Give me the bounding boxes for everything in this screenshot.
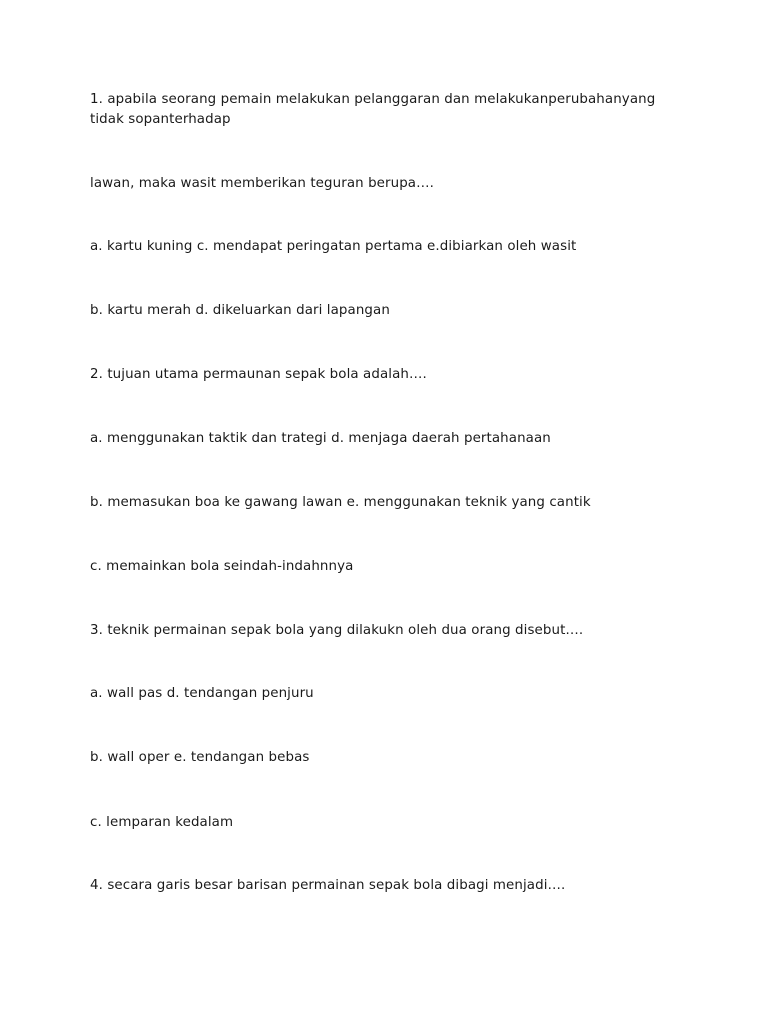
question-1-options-bd: b. kartu merah d. dikeluarkan dari lapangan: [90, 303, 390, 318]
question-3-option-c: c. lemparan kedalam: [90, 815, 234, 830]
question-2-options-be: b. memasukan boa ke gawang lawan e. menggunakan teknik yang cantik: [90, 495, 591, 510]
question-1-options-ace: a. kartu kuning c. mendapat peringatan pertama e.dibiarkan oleh wasit: [90, 239, 577, 254]
question-2-option-c: c. memainkan bola seindah-indahnnya: [90, 559, 354, 574]
question-3-options-be: b. wall oper e. tendangan bebas: [90, 750, 310, 765]
question-2-options-ad: a. menggunakan taktik dan trategi d. menjaga daerah pertahanaan: [90, 431, 551, 446]
question-2-text: 2. tujuan utama permaunan sepak bola adalah….: [90, 367, 427, 382]
question-3-options-ad: a. wall pas d. tendangan penjuru: [90, 686, 314, 701]
question-1-line-2: tidak sopanterhadap: [90, 112, 231, 127]
question-1-line-3: lawan, maka wasit memberikan teguran berupa….: [90, 176, 434, 191]
question-3-text: 3. teknik permainan sepak bola yang dilakukn oleh dua orang disebut….: [90, 623, 584, 638]
question-4-text: 4. secara garis besar barisan permainan sepak bola dibagi menjadi….: [90, 878, 566, 893]
question-1-line-1: 1. apabila seorang pemain melakukan pelanggaran dan melakukanperubahanyang: [90, 92, 656, 107]
